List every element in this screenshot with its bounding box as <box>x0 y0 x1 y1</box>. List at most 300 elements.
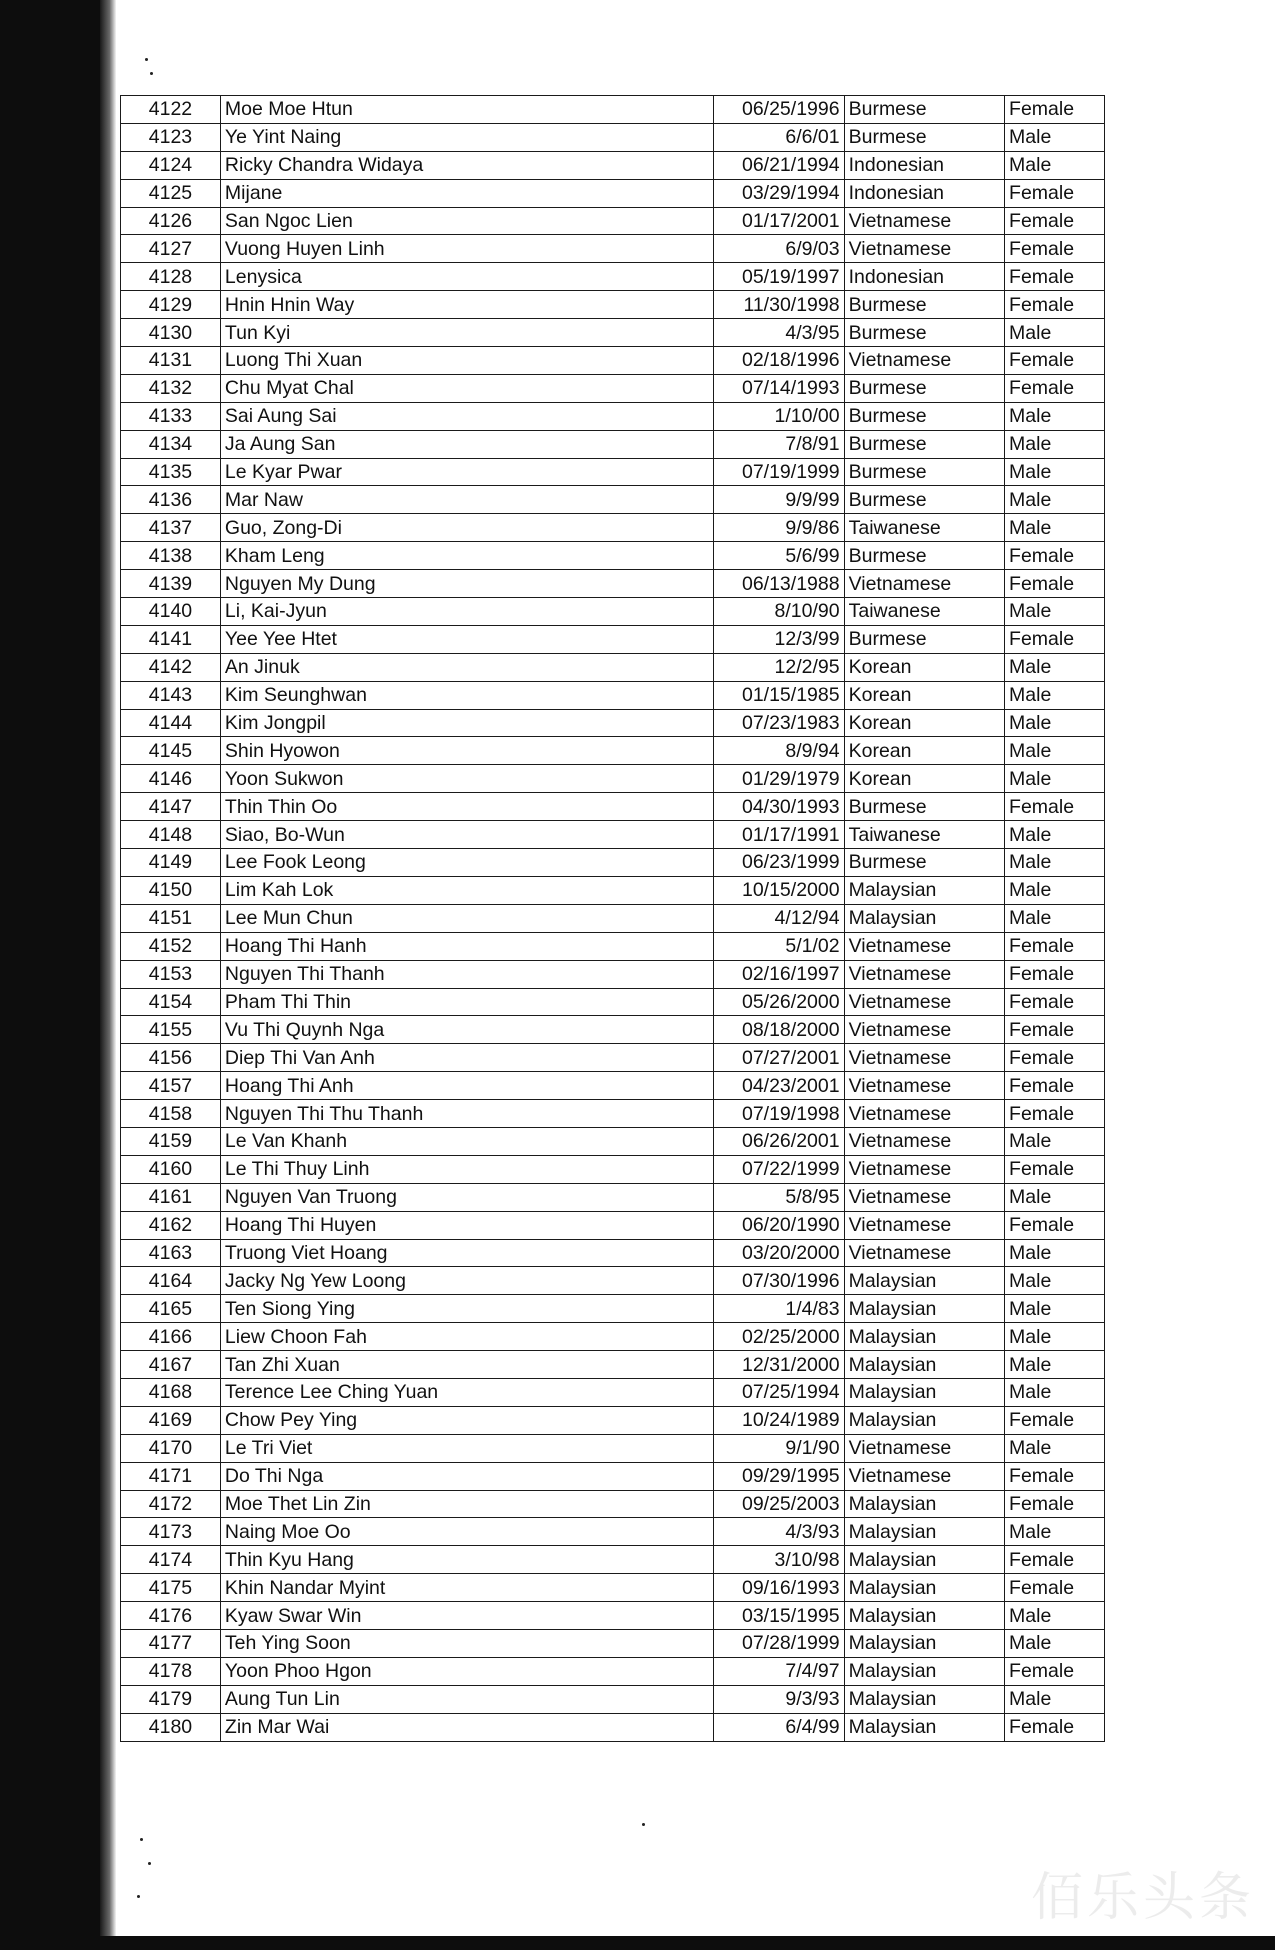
record-id: 4165 <box>121 1295 221 1323</box>
table-row <box>121 123 1105 151</box>
table-row <box>121 1518 1105 1546</box>
record-gender: Male <box>1005 653 1105 681</box>
record-gender: Female <box>1005 207 1105 235</box>
record-dob: 04/30/1993 <box>714 793 844 821</box>
table-row <box>121 932 1105 960</box>
scan-speck <box>137 1895 140 1898</box>
record-nationality: Taiwanese <box>844 821 1004 849</box>
table-row <box>121 570 1105 598</box>
table-row <box>121 542 1105 570</box>
record-id: 4172 <box>121 1490 221 1518</box>
scan-speck <box>148 1862 151 1865</box>
record-name: Hoang Thi Anh <box>220 1072 714 1100</box>
record-id: 4149 <box>121 849 221 877</box>
record-id: 4139 <box>121 570 221 598</box>
record-id: 4158 <box>121 1100 221 1128</box>
record-id: 4143 <box>121 681 221 709</box>
record-id: 4128 <box>121 263 221 291</box>
table-row <box>121 151 1105 179</box>
record-nationality: Vietnamese <box>844 347 1004 375</box>
watermark: 佰乐头条 <box>1030 1868 1255 1928</box>
record-dob: 5/8/95 <box>714 1183 844 1211</box>
record-nationality: Burmese <box>844 458 1004 486</box>
record-name: Pham Thi Thin <box>220 988 714 1016</box>
record-dob: 9/1/90 <box>714 1434 844 1462</box>
record-id: 4140 <box>121 598 221 626</box>
record-name: Vuong Huyen Linh <box>220 235 714 263</box>
record-id: 4125 <box>121 179 221 207</box>
record-name: Yee Yee Htet <box>220 625 714 653</box>
record-gender: Female <box>1005 988 1105 1016</box>
record-name: Yoon Phoo Hgon <box>220 1657 714 1685</box>
record-nationality: Indonesian <box>844 179 1004 207</box>
record-gender: Female <box>1005 625 1105 653</box>
record-name: Lee Mun Chun <box>220 904 714 932</box>
record-nationality: Vietnamese <box>844 960 1004 988</box>
record-nationality: Malaysian <box>844 1490 1004 1518</box>
record-id: 4167 <box>121 1351 221 1379</box>
record-id: 4155 <box>121 1016 221 1044</box>
record-id: 4123 <box>121 123 221 151</box>
record-nationality: Malaysian <box>844 1574 1004 1602</box>
record-nationality: Burmese <box>844 319 1004 347</box>
table-row <box>121 1183 1105 1211</box>
record-dob: 01/17/2001 <box>714 207 844 235</box>
scan-speck <box>150 72 153 75</box>
record-id: 4135 <box>121 458 221 486</box>
record-name: Do Thi Nga <box>220 1462 714 1490</box>
record-id: 4169 <box>121 1406 221 1434</box>
table-row <box>121 1434 1105 1462</box>
scan-edge-shadow <box>100 0 116 1950</box>
record-id: 4177 <box>121 1629 221 1657</box>
table-row <box>121 904 1105 932</box>
table-row <box>121 1044 1105 1072</box>
record-name: An Jinuk <box>220 653 714 681</box>
record-name: Lee Fook Leong <box>220 849 714 877</box>
record-nationality: Korean <box>844 653 1004 681</box>
record-dob: 1/10/00 <box>714 402 844 430</box>
record-gender: Male <box>1005 821 1105 849</box>
table-row <box>121 458 1105 486</box>
record-nationality: Malaysian <box>844 1518 1004 1546</box>
table-row <box>121 1546 1105 1574</box>
record-id: 4136 <box>121 486 221 514</box>
record-nationality: Vietnamese <box>844 1072 1004 1100</box>
record-gender: Male <box>1005 709 1105 737</box>
record-dob: 7/8/91 <box>714 430 844 458</box>
record-id: 4127 <box>121 235 221 263</box>
table-row <box>121 1016 1105 1044</box>
record-id: 4131 <box>121 347 221 375</box>
record-gender: Female <box>1005 1044 1105 1072</box>
record-name: Guo, Zong-Di <box>220 514 714 542</box>
record-name: Siao, Bo-Wun <box>220 821 714 849</box>
record-dob: 03/15/1995 <box>714 1602 844 1630</box>
record-dob: 09/29/1995 <box>714 1462 844 1490</box>
record-dob: 07/23/1983 <box>714 709 844 737</box>
record-id: 4176 <box>121 1602 221 1630</box>
record-id: 4148 <box>121 821 221 849</box>
scan-edge-left <box>0 0 112 1950</box>
record-id: 4146 <box>121 765 221 793</box>
record-nationality: Burmese <box>844 793 1004 821</box>
record-gender: Male <box>1005 1127 1105 1155</box>
table-row <box>121 1657 1105 1685</box>
record-name: Hnin Hnin Way <box>220 291 714 319</box>
record-nationality: Burmese <box>844 374 1004 402</box>
record-name: Le Thi Thuy Linh <box>220 1155 714 1183</box>
record-gender: Female <box>1005 1072 1105 1100</box>
record-dob: 04/23/2001 <box>714 1072 844 1100</box>
table-row <box>121 430 1105 458</box>
table-row <box>121 625 1105 653</box>
record-gender: Male <box>1005 1267 1105 1295</box>
record-id: 4171 <box>121 1462 221 1490</box>
record-dob: 06/25/1996 <box>714 96 844 124</box>
record-name: Ja Aung San <box>220 430 714 458</box>
table-row <box>121 960 1105 988</box>
record-name: Vu Thi Quynh Nga <box>220 1016 714 1044</box>
record-dob: 11/30/1998 <box>714 291 844 319</box>
table-row <box>121 737 1105 765</box>
record-nationality: Korean <box>844 709 1004 737</box>
record-nationality: Vietnamese <box>844 1211 1004 1239</box>
record-id: 4160 <box>121 1155 221 1183</box>
record-name: Mijane <box>220 179 714 207</box>
record-name: Nguyen My Dung <box>220 570 714 598</box>
record-name: Aung Tun Lin <box>220 1685 714 1713</box>
table-row <box>121 1100 1105 1128</box>
record-gender: Male <box>1005 1323 1105 1351</box>
record-nationality: Malaysian <box>844 1351 1004 1379</box>
record-nationality: Korean <box>844 681 1004 709</box>
record-gender: Female <box>1005 235 1105 263</box>
record-gender: Male <box>1005 849 1105 877</box>
record-gender: Male <box>1005 319 1105 347</box>
record-name: Jacky Ng Yew Loong <box>220 1267 714 1295</box>
record-dob: 02/18/1996 <box>714 347 844 375</box>
record-dob: 12/3/99 <box>714 625 844 653</box>
record-nationality: Malaysian <box>844 1713 1004 1741</box>
record-dob: 12/2/95 <box>714 653 844 681</box>
record-nationality: Malaysian <box>844 876 1004 904</box>
record-nationality: Malaysian <box>844 1378 1004 1406</box>
record-id: 4178 <box>121 1657 221 1685</box>
record-nationality: Vietnamese <box>844 1239 1004 1267</box>
record-gender: Female <box>1005 1016 1105 1044</box>
record-dob: 09/25/2003 <box>714 1490 844 1518</box>
record-id: 4174 <box>121 1546 221 1574</box>
record-id: 4175 <box>121 1574 221 1602</box>
record-gender: Female <box>1005 1155 1105 1183</box>
record-name: Diep Thi Van Anh <box>220 1044 714 1072</box>
record-gender: Male <box>1005 1685 1105 1713</box>
record-nationality: Vietnamese <box>844 1183 1004 1211</box>
record-dob: 06/23/1999 <box>714 849 844 877</box>
record-dob: 07/14/1993 <box>714 374 844 402</box>
record-dob: 07/22/1999 <box>714 1155 844 1183</box>
record-name: Thin Thin Oo <box>220 793 714 821</box>
record-gender: Female <box>1005 1546 1105 1574</box>
record-name: Shin Hyowon <box>220 737 714 765</box>
record-dob: 10/15/2000 <box>714 876 844 904</box>
table-row <box>121 1072 1105 1100</box>
record-dob: 9/9/86 <box>714 514 844 542</box>
record-id: 4162 <box>121 1211 221 1239</box>
table-row <box>121 1602 1105 1630</box>
record-name: Lenysica <box>220 263 714 291</box>
record-name: Kyaw Swar Win <box>220 1602 714 1630</box>
record-gender: Male <box>1005 737 1105 765</box>
table-row <box>121 1406 1105 1434</box>
record-dob: 02/25/2000 <box>714 1323 844 1351</box>
table-row <box>121 319 1105 347</box>
record-id: 4144 <box>121 709 221 737</box>
record-nationality: Vietnamese <box>844 932 1004 960</box>
record-gender: Male <box>1005 598 1105 626</box>
table-row <box>121 1490 1105 1518</box>
record-nationality: Vietnamese <box>844 207 1004 235</box>
record-name: Kim Seunghwan <box>220 681 714 709</box>
table-row <box>121 1462 1105 1490</box>
record-name: Terence Lee Ching Yuan <box>220 1378 714 1406</box>
table-row <box>121 598 1105 626</box>
table-row <box>121 179 1105 207</box>
record-dob: 9/9/99 <box>714 486 844 514</box>
record-id: 4147 <box>121 793 221 821</box>
record-id: 4142 <box>121 653 221 681</box>
record-nationality: Vietnamese <box>844 1044 1004 1072</box>
record-gender: Male <box>1005 1378 1105 1406</box>
record-name: Le Tri Viet <box>220 1434 714 1462</box>
record-id: 4150 <box>121 876 221 904</box>
record-id: 4180 <box>121 1713 221 1741</box>
record-dob: 06/21/1994 <box>714 151 844 179</box>
record-id: 4134 <box>121 430 221 458</box>
record-name: Moe Moe Htun <box>220 96 714 124</box>
record-id: 4145 <box>121 737 221 765</box>
record-nationality: Vietnamese <box>844 235 1004 263</box>
table-row <box>121 1323 1105 1351</box>
record-gender: Female <box>1005 374 1105 402</box>
record-nationality: Vietnamese <box>844 1155 1004 1183</box>
record-gender: Male <box>1005 1239 1105 1267</box>
record-dob: 06/13/1988 <box>714 570 844 598</box>
record-id: 4153 <box>121 960 221 988</box>
record-id: 4179 <box>121 1685 221 1713</box>
record-gender: Male <box>1005 1602 1105 1630</box>
record-gender: Male <box>1005 486 1105 514</box>
record-gender: Female <box>1005 263 1105 291</box>
record-gender: Male <box>1005 430 1105 458</box>
record-id: 4133 <box>121 402 221 430</box>
record-dob: 4/12/94 <box>714 904 844 932</box>
record-gender: Female <box>1005 1462 1105 1490</box>
record-dob: 01/15/1985 <box>714 681 844 709</box>
scan-speck <box>145 58 148 61</box>
record-dob: 6/9/03 <box>714 235 844 263</box>
record-nationality: Burmese <box>844 402 1004 430</box>
record-name: Tan Zhi Xuan <box>220 1351 714 1379</box>
record-nationality: Malaysian <box>844 1267 1004 1295</box>
record-nationality: Burmese <box>844 625 1004 653</box>
table-row <box>121 291 1105 319</box>
record-dob: 5/1/02 <box>714 932 844 960</box>
record-name: San Ngoc Lien <box>220 207 714 235</box>
record-id: 4152 <box>121 932 221 960</box>
record-name: Yoon Sukwon <box>220 765 714 793</box>
record-gender: Female <box>1005 1490 1105 1518</box>
record-gender: Male <box>1005 123 1105 151</box>
record-dob: 07/19/1999 <box>714 458 844 486</box>
record-id: 4141 <box>121 625 221 653</box>
record-name: Nguyen Thi Thanh <box>220 960 714 988</box>
table-row <box>121 1378 1105 1406</box>
record-name: Ricky Chandra Widaya <box>220 151 714 179</box>
table-row <box>121 1211 1105 1239</box>
record-dob: 05/26/2000 <box>714 988 844 1016</box>
record-dob: 01/17/1991 <box>714 821 844 849</box>
record-gender: Male <box>1005 514 1105 542</box>
record-nationality: Vietnamese <box>844 1434 1004 1462</box>
record-nationality: Vietnamese <box>844 1016 1004 1044</box>
record-nationality: Vietnamese <box>844 1100 1004 1128</box>
table-row <box>121 765 1105 793</box>
record-id: 4164 <box>121 1267 221 1295</box>
record-gender: Male <box>1005 1295 1105 1323</box>
record-nationality: Malaysian <box>844 1323 1004 1351</box>
record-dob: 07/25/1994 <box>714 1378 844 1406</box>
table-row <box>121 1295 1105 1323</box>
record-name: Kim Jongpil <box>220 709 714 737</box>
record-id: 4159 <box>121 1127 221 1155</box>
record-id: 4132 <box>121 374 221 402</box>
record-nationality: Burmese <box>844 96 1004 124</box>
record-gender: Female <box>1005 1100 1105 1128</box>
record-dob: 10/24/1989 <box>714 1406 844 1434</box>
record-nationality: Burmese <box>844 430 1004 458</box>
record-nationality: Taiwanese <box>844 598 1004 626</box>
record-nationality: Vietnamese <box>844 1127 1004 1155</box>
record-id: 4138 <box>121 542 221 570</box>
table-row <box>121 1629 1105 1657</box>
record-nationality: Burmese <box>844 291 1004 319</box>
record-nationality: Vietnamese <box>844 988 1004 1016</box>
record-gender: Male <box>1005 1518 1105 1546</box>
record-name: Ten Siong Ying <box>220 1295 714 1323</box>
table-row <box>121 514 1105 542</box>
record-nationality: Indonesian <box>844 263 1004 291</box>
record-gender: Male <box>1005 904 1105 932</box>
table-row <box>121 681 1105 709</box>
record-dob: 06/26/2001 <box>714 1127 844 1155</box>
record-gender: Male <box>1005 402 1105 430</box>
record-dob: 4/3/93 <box>714 1518 844 1546</box>
table-row <box>121 709 1105 737</box>
record-nationality: Burmese <box>844 123 1004 151</box>
record-gender: Female <box>1005 179 1105 207</box>
record-dob: 03/20/2000 <box>714 1239 844 1267</box>
record-name: Truong Viet Hoang <box>220 1239 714 1267</box>
record-dob: 01/29/1979 <box>714 765 844 793</box>
record-id: 4157 <box>121 1072 221 1100</box>
record-dob: 07/19/1998 <box>714 1100 844 1128</box>
table-row <box>121 402 1105 430</box>
scan-edge-bottom <box>0 1936 1275 1950</box>
record-gender: Male <box>1005 151 1105 179</box>
record-id: 4126 <box>121 207 221 235</box>
record-nationality: Malaysian <box>844 1602 1004 1630</box>
record-dob: 9/3/93 <box>714 1685 844 1713</box>
record-gender: Male <box>1005 765 1105 793</box>
table-row <box>121 849 1105 877</box>
table-row <box>121 1685 1105 1713</box>
record-dob: 3/10/98 <box>714 1546 844 1574</box>
record-gender: Female <box>1005 1713 1105 1741</box>
record-gender: Female <box>1005 1406 1105 1434</box>
record-gender: Female <box>1005 291 1105 319</box>
table-row <box>121 207 1105 235</box>
record-dob: 12/31/2000 <box>714 1351 844 1379</box>
record-gender: Female <box>1005 932 1105 960</box>
record-nationality: Taiwanese <box>844 514 1004 542</box>
record-dob: 07/27/2001 <box>714 1044 844 1072</box>
record-nationality: Malaysian <box>844 904 1004 932</box>
record-name: Chu Myat Chal <box>220 374 714 402</box>
table-row <box>121 347 1105 375</box>
record-gender: Male <box>1005 1434 1105 1462</box>
table-row <box>121 1127 1105 1155</box>
record-name: Luong Thi Xuan <box>220 347 714 375</box>
table-row <box>121 374 1105 402</box>
record-id: 4161 <box>121 1183 221 1211</box>
record-name: Khin Nandar Myint <box>220 1574 714 1602</box>
record-dob: 07/30/1996 <box>714 1267 844 1295</box>
record-name: Le Kyar Pwar <box>220 458 714 486</box>
record-name: Chow Pey Ying <box>220 1406 714 1434</box>
table-row <box>121 1351 1105 1379</box>
table-row <box>121 1239 1105 1267</box>
record-name: Thin Kyu Hang <box>220 1546 714 1574</box>
record-id: 4137 <box>121 514 221 542</box>
record-nationality: Burmese <box>844 542 1004 570</box>
record-gender: Female <box>1005 96 1105 124</box>
record-id: 4170 <box>121 1434 221 1462</box>
table-row <box>121 263 1105 291</box>
record-id: 4163 <box>121 1239 221 1267</box>
record-name: Liew Choon Fah <box>220 1323 714 1351</box>
record-nationality: Malaysian <box>844 1629 1004 1657</box>
record-nationality: Korean <box>844 737 1004 765</box>
record-gender: Female <box>1005 1657 1105 1685</box>
record-id: 4156 <box>121 1044 221 1072</box>
record-name: Tun Kyi <box>220 319 714 347</box>
record-name: Kham Leng <box>220 542 714 570</box>
table-row <box>121 486 1105 514</box>
table-row <box>121 653 1105 681</box>
record-id: 4154 <box>121 988 221 1016</box>
record-dob: 6/4/99 <box>714 1713 844 1741</box>
record-dob: 1/4/83 <box>714 1295 844 1323</box>
record-id: 4168 <box>121 1378 221 1406</box>
record-gender: Male <box>1005 1351 1105 1379</box>
record-name: Naing Moe Oo <box>220 1518 714 1546</box>
record-dob: 5/6/99 <box>714 542 844 570</box>
table-row <box>121 876 1105 904</box>
record-dob: 07/28/1999 <box>714 1629 844 1657</box>
record-dob: 8/9/94 <box>714 737 844 765</box>
